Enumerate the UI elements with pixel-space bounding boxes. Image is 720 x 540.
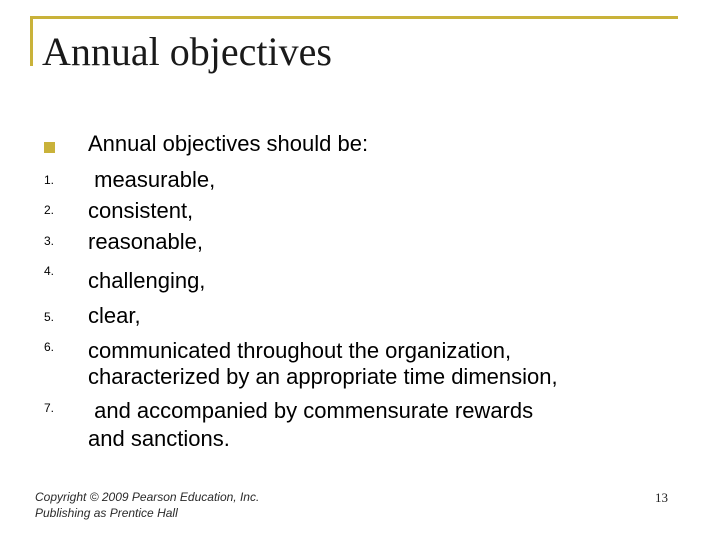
list-item-text: and accompanied by commensurate rewards (88, 398, 534, 423)
list-marker: 1. (44, 173, 55, 187)
list-item-text: Annual objectives should be: (88, 131, 369, 156)
list-marker: 5. (44, 310, 55, 324)
title-frame-left-rule (30, 16, 33, 66)
title-frame-top-rule (30, 16, 678, 19)
square-bullet-icon (44, 142, 55, 153)
list-marker: 6. (44, 340, 55, 354)
list-marker: 7. (44, 401, 55, 415)
list-item-text: reasonable, (88, 229, 203, 254)
list-item-text: and sanctions. (88, 426, 230, 451)
page-number: 13 (655, 490, 668, 505)
copyright-footer (35, 489, 259, 521)
list-marker: 3. (44, 234, 55, 248)
copyright-line: Copyright © 2009 Pearson Education, Inc. (35, 490, 260, 504)
list-marker: 2. (44, 203, 55, 217)
list-marker: 4. (44, 264, 55, 278)
list-item-text: challenging, (88, 268, 206, 293)
list-item-text: clear, (88, 303, 141, 328)
list-item-text: characterized by an appropriate time dimension, (88, 364, 558, 389)
list-item-text: measurable, (88, 167, 216, 192)
list-item-text: communicated throughout the organization, (88, 338, 512, 363)
publisher-line: Publishing as Prentice Hall (35, 506, 178, 520)
list-item-text: consistent, (88, 198, 194, 223)
slide-title: Annual objectives (42, 29, 332, 74)
